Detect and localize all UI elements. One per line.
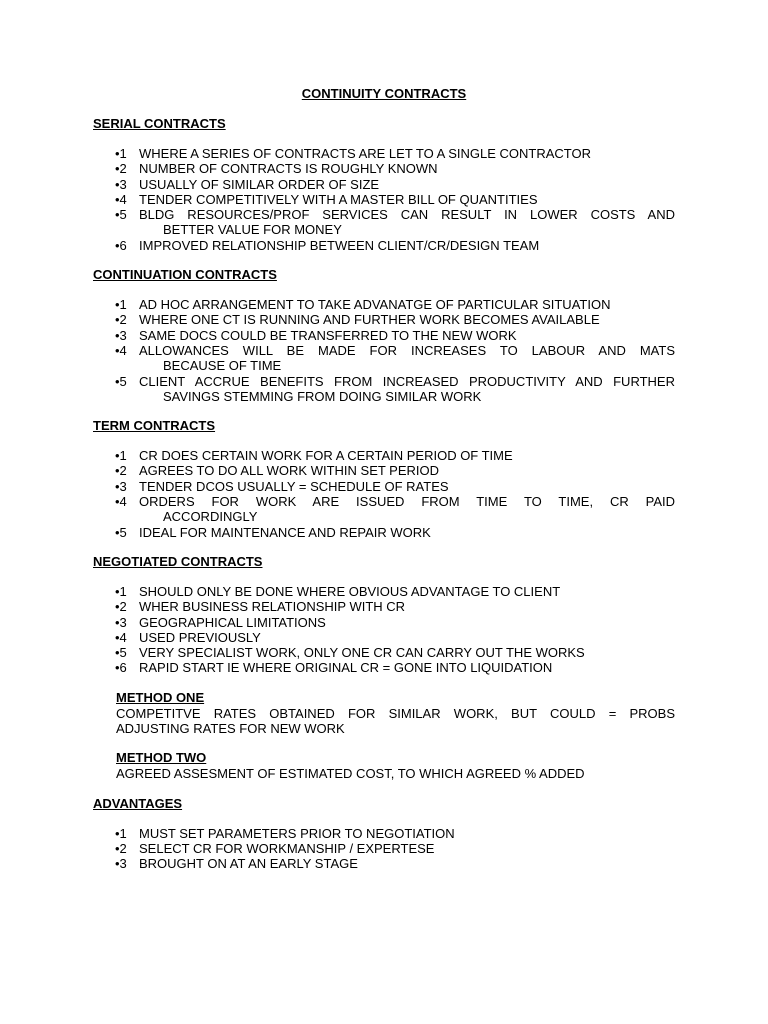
item-text-line: ALLOWANCES WILL BE MADE FOR INCREASES TO LABOUR AND MATS [139, 342, 675, 358]
term-contracts-list [93, 448, 675, 540]
section-heading-continuation: CONTINUATION CONTRACTS [93, 267, 277, 283]
item-number: •5 [115, 373, 127, 389]
list-item [93, 463, 675, 478]
item-number: •2 [115, 840, 127, 856]
item-text [139, 374, 675, 405]
item-number: •3 [115, 176, 127, 192]
item-text: USUALLY OF SIMILAR ORDER OF SIZE [139, 176, 380, 192]
item-text: MUST SET PARAMETERS PRIOR TO NEGOTIATION [139, 825, 455, 841]
item-number: •3 [115, 327, 127, 343]
item-number: •5 [115, 524, 127, 540]
item-number: •4 [115, 191, 127, 207]
list-item [93, 826, 675, 841]
document-title: CONTINUITY CONTRACTS [301, 86, 467, 101]
item-number: •6 [115, 237, 127, 253]
list-item [93, 494, 675, 525]
list-item [93, 192, 675, 207]
item-number: •4 [115, 629, 127, 645]
item-number: •4 [115, 342, 127, 358]
item-number: •1 [115, 297, 127, 313]
serial-contracts-list [93, 146, 675, 253]
item-text [139, 343, 675, 374]
method-one-line: COMPETITVE RATES OBTAINED FOR SIMILAR WORK, BUT COULD = PROBS [116, 705, 675, 721]
item-text-continuation: BECAUSE OF TIME [163, 358, 282, 374]
item-text: NUMBER OF CONTRACTS IS ROUGHLY KNOWN [139, 161, 438, 177]
item-number: •5 [115, 207, 127, 223]
item-text: TENDER COMPETITIVELY WITH A MASTER BILL OF QUANTITIES [139, 191, 538, 207]
item-text: USED PREVIOUSLY [139, 629, 261, 645]
list-item [93, 161, 675, 176]
item-text-continuation: BETTER VALUE FOR MONEY [163, 222, 342, 238]
item-text: SELECT CR FOR WORKMANSHIP / EXPERTESE [139, 840, 435, 856]
item-number: •1 [115, 146, 127, 161]
item-text: TENDER DCOS USUALLY = SCHEDULE OF RATES [139, 478, 449, 494]
item-text: WHERE A SERIES OF CONTRACTS ARE LET TO A SINGLE CONTRACTOR [139, 146, 591, 161]
list-item [93, 856, 675, 871]
item-text: WHERE ONE CT IS RUNNING AND FURTHER WORK BECOMES AVAILABLE [139, 312, 600, 328]
list-item [93, 297, 675, 312]
item-number: •2 [115, 599, 127, 615]
list-item [93, 841, 675, 856]
item-number: •2 [115, 463, 127, 479]
item-text-line: ORDERS FOR WORK ARE ISSUED FROM TIME TO TIME, CR PAID [139, 494, 675, 510]
list-item [93, 448, 675, 463]
item-text: WHER BUSINESS RELATIONSHIP WITH CR [139, 599, 406, 615]
list-item [93, 177, 675, 192]
item-text: BROUGHT ON AT AN EARLY STAGE [139, 856, 358, 872]
item-text: SAME DOCS COULD BE TRANSFERRED TO THE NEW WORK [139, 327, 517, 343]
item-number: •1 [115, 583, 127, 599]
list-item [93, 207, 675, 238]
item-text: AD HOC ARRANGEMENT TO TAKE ADVANATGE OF PARTICULAR SITUATION [139, 297, 611, 313]
item-text: VERY SPECIALIST WORK, ONLY ONE CR CAN CARRY OUT THE WORKS [139, 645, 585, 661]
item-number: •6 [115, 660, 127, 676]
negotiated-contracts-list [93, 584, 675, 676]
list-item [93, 645, 675, 660]
item-number: •5 [115, 645, 127, 661]
method-one-heading: METHOD ONE [116, 689, 205, 705]
method-one-block [116, 690, 675, 737]
list-item [93, 599, 675, 614]
method-two-block [116, 750, 675, 781]
list-item [93, 615, 675, 630]
item-text: IDEAL FOR MAINTENANCE AND REPAIR WORK [139, 524, 431, 540]
section-heading-advantages: ADVANTAGES [93, 795, 183, 811]
list-item [93, 146, 675, 161]
list-item [93, 660, 675, 675]
item-text: IMPROVED RELATIONSHIP BETWEEN CLIENT/CR/DESIGN TEAM [139, 237, 540, 253]
list-item [93, 374, 675, 405]
item-text: RAPID START IE WHERE ORIGINAL CR = GONE INTO LIQUIDATION [139, 660, 553, 676]
list-item [93, 479, 675, 494]
continuation-contracts-list [93, 297, 675, 404]
method-one-text [116, 706, 675, 737]
item-number: •2 [115, 161, 127, 177]
item-text-continuation: ACCORDINGLY [163, 509, 258, 525]
method-two-text: AGREED ASSESMENT OF ESTIMATED COST, TO WHICH AGREED % ADDED [116, 766, 585, 782]
list-item [93, 343, 675, 374]
item-number: •3 [115, 614, 127, 630]
item-number: •3 [115, 856, 127, 872]
section-heading-serial: SERIAL CONTRACTS [93, 116, 226, 131]
item-text [139, 207, 675, 238]
item-text: GEOGRAPHICAL LIMITATIONS [139, 614, 326, 630]
item-text [139, 494, 675, 525]
item-number: •1 [115, 448, 127, 464]
list-item [93, 328, 675, 343]
item-text: CR DOES CERTAIN WORK FOR A CERTAIN PERIOD OF TIME [139, 448, 513, 464]
method-one-line-continuation: ADJUSTING RATES FOR NEW WORK [116, 721, 345, 737]
item-text-line: BLDG RESOURCES/PROF SERVICES CAN RESULT IN LOWER COSTS AND [139, 207, 675, 223]
item-text: SHOULD ONLY BE DONE WHERE OBVIOUS ADVANTAGE TO CLIENT [139, 583, 561, 599]
item-number: •2 [115, 312, 127, 328]
item-text: AGREES TO DO ALL WORK WITHIN SET PERIOD [139, 463, 440, 479]
item-text-continuation: SAVINGS STEMMING FROM DOING SIMILAR WORK [163, 388, 482, 404]
section-heading-negotiated: NEGOTIATED CONTRACTS [93, 553, 263, 569]
item-text-line: CLIENT ACCRUE BENEFITS FROM INCREASED PRODUCTIVITY AND FURTHER [139, 373, 675, 389]
list-item [93, 630, 675, 645]
item-number: •4 [115, 494, 127, 510]
advantages-list [93, 826, 675, 872]
item-number: •1 [115, 825, 127, 841]
list-item [93, 312, 675, 327]
list-item [93, 525, 675, 540]
list-item [93, 584, 675, 599]
document-page [93, 86, 675, 886]
section-heading-term: TERM CONTRACTS [93, 418, 216, 434]
item-number: •3 [115, 478, 127, 494]
list-item [93, 238, 675, 253]
method-two-heading: METHOD TWO [116, 750, 207, 766]
